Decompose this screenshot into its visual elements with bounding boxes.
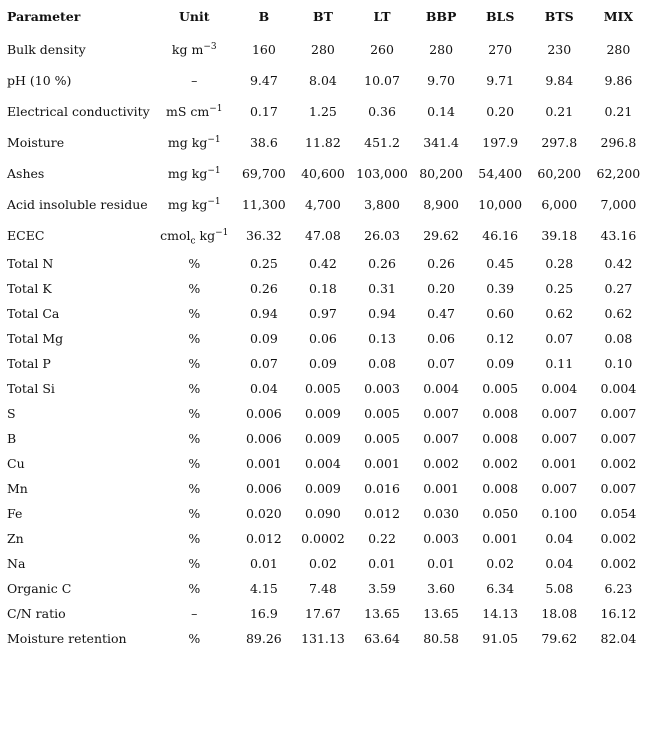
- value-cell: 0.31: [368, 280, 396, 296]
- unit-cell: [154, 251, 234, 276]
- value-cell: 5.08: [545, 580, 574, 596]
- value-cell: 9.84: [545, 72, 574, 88]
- parameter-cell: C/N ratio: [7, 605, 66, 621]
- unit-base: %: [188, 530, 201, 546]
- value-cell: 0.01: [249, 555, 278, 571]
- value-cell: 91.05: [482, 630, 519, 646]
- unit-base: %: [188, 355, 201, 371]
- value-cell: 0.001: [423, 480, 459, 496]
- parameter-cell: Na: [7, 555, 26, 571]
- value-cell: 0.007: [423, 405, 459, 421]
- value-cell: 0.12: [486, 330, 515, 346]
- value-cell: 62,200: [596, 165, 641, 181]
- table-row: [4, 189, 648, 220]
- value-cell: 0.002: [600, 555, 637, 571]
- value-cell: 80,200: [419, 165, 463, 181]
- value-cell: 0.008: [482, 480, 519, 496]
- value-cell: 131.13: [301, 630, 345, 646]
- value-cell: 1.25: [309, 103, 337, 119]
- value-cell: 0.09: [249, 330, 278, 346]
- value-cell: 0.020: [245, 505, 282, 521]
- value-cell: 0.08: [368, 355, 396, 371]
- table-row: [4, 276, 648, 301]
- column-header-sample: BTS: [544, 9, 574, 24]
- value-cell: 0.005: [482, 380, 519, 396]
- value-cell: 0.04: [545, 555, 574, 571]
- value-cell: 296.8: [600, 134, 637, 150]
- value-cell: 0.002: [423, 455, 459, 471]
- value-cell: 0.94: [368, 305, 396, 321]
- value-cell: 0.090: [305, 505, 341, 521]
- value-cell: 13.65: [364, 605, 400, 621]
- table-body: [4, 34, 648, 651]
- value-cell: 103,000: [356, 165, 408, 181]
- unit-cell: [154, 220, 234, 251]
- parameter-cell: ECEC: [7, 227, 45, 243]
- value-cell: 8,900: [423, 196, 459, 212]
- value-cell: 69,700: [241, 165, 286, 181]
- unit-base: –: [191, 72, 198, 88]
- value-cell: 4,700: [305, 196, 341, 212]
- table-row: [4, 34, 648, 65]
- value-cell: 0.007: [423, 430, 459, 446]
- value-cell: 0.04: [249, 380, 278, 396]
- value-cell: 6,000: [541, 196, 578, 212]
- value-cell: 40,600: [301, 165, 345, 181]
- parameter-cell: Zn: [7, 530, 24, 546]
- column-header-sample: BBP: [425, 9, 457, 24]
- unit-base: %: [188, 455, 201, 471]
- value-cell: 43.16: [600, 227, 637, 243]
- value-cell: 0.007: [541, 480, 578, 496]
- unit-cell: [154, 601, 234, 626]
- parameter-cell: Total Si: [7, 380, 55, 396]
- value-cell: 0.60: [486, 305, 515, 321]
- table-row: [4, 451, 648, 476]
- column-header-unit: Unit: [179, 9, 210, 24]
- value-cell: 0.07: [249, 355, 278, 371]
- value-cell: 0.02: [486, 555, 515, 571]
- value-cell: 0.26: [249, 280, 278, 296]
- value-cell: 0.26: [368, 255, 396, 271]
- parameter-cell: Acid insoluble residue: [7, 196, 148, 212]
- value-cell: 0.012: [364, 505, 400, 521]
- value-cell: 0.004: [541, 380, 578, 396]
- unit-base: %: [188, 580, 201, 596]
- table-row: [4, 251, 648, 276]
- value-cell: 0.004: [423, 380, 459, 396]
- parameter-cell: Ashes: [7, 165, 45, 181]
- unit-cell: [154, 276, 234, 301]
- value-cell: 0.17: [249, 103, 278, 119]
- value-cell: 0.20: [486, 103, 515, 119]
- value-cell: 80.58: [423, 630, 459, 646]
- value-cell: 0.012: [245, 530, 282, 546]
- value-cell: 0.004: [305, 455, 341, 471]
- unit-base: mS cm: [166, 103, 210, 119]
- unit-cell: [154, 189, 234, 220]
- value-cell: 0.030: [423, 505, 459, 521]
- value-cell: 0.100: [541, 505, 578, 521]
- table-header: [4, 0, 648, 34]
- value-cell: 60,200: [537, 165, 582, 181]
- unit-sub: c: [190, 236, 196, 246]
- table-row: [4, 401, 648, 426]
- value-cell: 0.002: [482, 455, 519, 471]
- value-cell: 0.003: [364, 380, 400, 396]
- unit-sup: −1: [207, 165, 221, 176]
- unit-cell: [154, 426, 234, 451]
- value-cell: 0.009: [305, 480, 341, 496]
- table-row: [4, 426, 648, 451]
- table-row: [4, 351, 648, 376]
- value-cell: 160: [251, 41, 276, 57]
- value-cell: 0.39: [486, 280, 515, 296]
- value-cell: 0.36: [368, 103, 396, 119]
- value-cell: 0.004: [600, 380, 637, 396]
- value-cell: 0.21: [604, 103, 633, 119]
- value-cell: 0.050: [482, 505, 519, 521]
- value-cell: 7.48: [309, 580, 337, 596]
- value-cell: 0.06: [309, 330, 337, 346]
- value-cell: 0.006: [245, 480, 282, 496]
- value-cell: 79.62: [541, 630, 578, 646]
- unit-cell: [154, 526, 234, 551]
- parameter-cell: Total K: [7, 280, 52, 296]
- unit-cell: [154, 65, 234, 96]
- unit-base: %: [188, 430, 201, 446]
- unit-cell: [154, 476, 234, 501]
- value-cell: 3.59: [368, 580, 396, 596]
- unit-base: %: [188, 630, 201, 646]
- unit-cell: [154, 376, 234, 401]
- table-row: [4, 626, 648, 651]
- value-cell: 197.9: [482, 134, 519, 150]
- value-cell: 7,000: [600, 196, 637, 212]
- value-cell: 4.15: [249, 580, 278, 596]
- value-cell: 0.97: [309, 305, 337, 321]
- table-row: [4, 526, 648, 551]
- unit-base: %: [188, 380, 201, 396]
- unit-cell: [154, 301, 234, 326]
- table-row: [4, 127, 648, 158]
- value-cell: 0.22: [368, 530, 396, 546]
- value-cell: 14.13: [482, 605, 519, 621]
- value-cell: 0.09: [309, 355, 337, 371]
- value-cell: 0.42: [309, 255, 337, 271]
- table-row: [4, 301, 648, 326]
- parameter-cell: Moisture: [7, 134, 65, 150]
- parameter-cell: Total P: [7, 355, 51, 371]
- unit-base: %: [188, 280, 201, 296]
- value-cell: 0.04: [545, 530, 574, 546]
- parameter-cell: Moisture retention: [7, 630, 127, 646]
- unit-base: –: [191, 605, 198, 621]
- value-cell: 260: [370, 41, 394, 57]
- unit-cell: [154, 127, 234, 158]
- value-cell: 11,300: [241, 196, 286, 212]
- unit-cell: [154, 551, 234, 576]
- value-cell: 46.16: [482, 227, 519, 243]
- parameter-cell: Organic C: [7, 580, 72, 596]
- value-cell: 6.23: [604, 580, 633, 596]
- value-cell: 9.71: [486, 72, 515, 88]
- value-cell: 0.28: [545, 255, 574, 271]
- value-cell: 230: [547, 41, 572, 57]
- value-cell: 0.008: [482, 430, 519, 446]
- unit-base: mg kg: [167, 165, 208, 181]
- value-cell: 0.47: [427, 305, 456, 321]
- table-row: [4, 158, 648, 189]
- column-header-sample: BT: [313, 9, 333, 24]
- value-cell: 0.007: [600, 480, 637, 496]
- value-cell: 0.005: [364, 430, 400, 446]
- parameter-cell: B: [7, 430, 17, 446]
- unit-cell: [154, 626, 234, 651]
- value-cell: 9.47: [249, 72, 278, 88]
- unit-sup: −1: [207, 134, 221, 145]
- value-cell: 0.13: [368, 330, 396, 346]
- value-cell: 16.12: [600, 605, 637, 621]
- parameters-table: [4, 0, 648, 651]
- value-cell: 0.006: [245, 405, 282, 421]
- unit-cell: [154, 401, 234, 426]
- column-header-sample: B: [258, 9, 270, 24]
- value-cell: 0.06: [427, 330, 456, 346]
- value-cell: 0.18: [309, 280, 337, 296]
- parameter-cell: pH (10 %): [7, 72, 72, 88]
- value-cell: 0.007: [541, 405, 578, 421]
- value-cell: 0.27: [604, 280, 633, 296]
- value-cell: 0.62: [604, 305, 633, 321]
- value-cell: 280: [606, 41, 631, 57]
- unit-cell: [154, 576, 234, 601]
- value-cell: 0.001: [364, 455, 400, 471]
- value-cell: 36.32: [245, 227, 282, 243]
- unit-base: kg m: [171, 41, 204, 57]
- value-cell: 0.054: [600, 505, 637, 521]
- unit-sup: −1: [207, 196, 221, 207]
- unit-cell: [154, 158, 234, 189]
- value-cell: 0.01: [368, 555, 396, 571]
- table-row: [4, 376, 648, 401]
- unit-base: %: [188, 305, 201, 321]
- value-cell: 341.4: [423, 134, 459, 150]
- value-cell: 0.25: [249, 255, 278, 271]
- value-cell: 0.07: [427, 355, 456, 371]
- unit-cell: [154, 501, 234, 526]
- unit-cell: [154, 326, 234, 351]
- value-cell: 0.001: [482, 530, 519, 546]
- unit-base: %: [188, 505, 201, 521]
- value-cell: 0.002: [600, 455, 637, 471]
- column-header-sample: MIX: [603, 9, 634, 24]
- value-cell: 0.94: [249, 305, 278, 321]
- value-cell: 0.08: [604, 330, 633, 346]
- unit-base: %: [188, 555, 201, 571]
- table-row: [4, 551, 648, 576]
- value-cell: 0.005: [364, 405, 400, 421]
- value-cell: 0.0002: [301, 530, 345, 546]
- value-cell: 0.07: [545, 330, 574, 346]
- parameter-cell: Total N: [7, 255, 54, 271]
- unit-cell: [154, 351, 234, 376]
- parameter-cell: Fe: [7, 505, 23, 521]
- parameter-cell: Bulk density: [7, 41, 86, 57]
- parameter-cell: Total Ca: [7, 305, 60, 321]
- unit-base: mg kg: [167, 196, 208, 212]
- value-cell: 89.26: [245, 630, 282, 646]
- value-cell: 0.016: [364, 480, 400, 496]
- unit-base: %: [188, 330, 201, 346]
- value-cell: 39.18: [541, 227, 578, 243]
- value-cell: 54,400: [478, 165, 523, 181]
- value-cell: 0.26: [427, 255, 456, 271]
- value-cell: 0.21: [545, 103, 574, 119]
- value-cell: 9.70: [427, 72, 456, 88]
- parameter-cell: Total Mg: [7, 330, 64, 346]
- unit-cell: [154, 451, 234, 476]
- value-cell: 0.001: [541, 455, 578, 471]
- value-cell: 280: [311, 41, 335, 57]
- value-cell: 0.10: [604, 355, 633, 371]
- unit-sup: −1: [215, 227, 229, 238]
- value-cell: 270: [488, 41, 513, 57]
- value-cell: 29.62: [423, 227, 459, 243]
- value-cell: 0.14: [427, 103, 456, 119]
- parameter-cell: S: [7, 405, 16, 421]
- value-cell: 0.001: [245, 455, 282, 471]
- unit-rest: kg: [195, 227, 216, 243]
- value-cell: 82.04: [600, 630, 637, 646]
- value-cell: 0.11: [545, 355, 574, 371]
- value-cell: 0.007: [600, 430, 637, 446]
- value-cell: 0.007: [541, 430, 578, 446]
- value-cell: 10.07: [364, 72, 400, 88]
- column-header-parameter: Parameter: [7, 9, 81, 24]
- value-cell: 0.01: [427, 555, 456, 571]
- table-row: [4, 326, 648, 351]
- value-cell: 47.08: [305, 227, 341, 243]
- parameter-cell: Cu: [7, 455, 25, 471]
- value-cell: 451.2: [364, 134, 400, 150]
- table-row: [4, 576, 648, 601]
- value-cell: 18.08: [541, 605, 578, 621]
- value-cell: 0.62: [545, 305, 574, 321]
- value-cell: 0.42: [604, 255, 633, 271]
- unit-cell: [154, 34, 234, 65]
- table-row: [4, 601, 648, 626]
- value-cell: 0.009: [305, 405, 341, 421]
- parameter-cell: Mn: [7, 480, 28, 496]
- value-cell: 11.82: [305, 134, 341, 150]
- unit-base: %: [188, 405, 201, 421]
- value-cell: 17.67: [305, 605, 341, 621]
- table-row: [4, 501, 648, 526]
- parameter-cell: Electrical conductivity: [7, 103, 150, 119]
- unit-cell: [154, 96, 234, 127]
- table-row: [4, 65, 648, 96]
- unit-base: mg kg: [167, 134, 208, 150]
- unit-sup: −1: [209, 103, 223, 114]
- value-cell: 26.03: [364, 227, 400, 243]
- value-cell: 16.9: [249, 605, 278, 621]
- data-table-container: [4, 0, 648, 651]
- value-cell: 0.02: [309, 555, 337, 571]
- value-cell: 10,000: [478, 196, 523, 212]
- value-cell: 0.008: [482, 405, 519, 421]
- value-cell: 9.86: [604, 72, 633, 88]
- header-row: [4, 0, 648, 34]
- table-row: [4, 476, 648, 501]
- value-cell: 0.09: [486, 355, 515, 371]
- value-cell: 63.64: [364, 630, 400, 646]
- value-cell: 0.009: [305, 430, 341, 446]
- value-cell: 0.20: [427, 280, 456, 296]
- unit-base: cmol: [160, 227, 191, 243]
- column-header-sample: BLS: [485, 9, 515, 24]
- value-cell: 13.65: [423, 605, 459, 621]
- value-cell: 8.04: [309, 72, 337, 88]
- value-cell: 3,800: [364, 196, 400, 212]
- value-cell: 297.8: [541, 134, 578, 150]
- value-cell: 0.002: [600, 530, 637, 546]
- unit-base: %: [188, 480, 201, 496]
- table-row: [4, 96, 648, 127]
- column-header-sample: LT: [373, 9, 391, 24]
- value-cell: 280: [429, 41, 454, 57]
- value-cell: 38.6: [249, 134, 278, 150]
- value-cell: 0.007: [600, 405, 637, 421]
- value-cell: 0.003: [423, 530, 459, 546]
- unit-base: %: [188, 255, 201, 271]
- value-cell: 3.60: [427, 580, 456, 596]
- value-cell: 0.45: [486, 255, 515, 271]
- value-cell: 0.005: [305, 380, 341, 396]
- value-cell: 0.25: [545, 280, 574, 296]
- table-row: [4, 220, 648, 251]
- value-cell: 0.006: [245, 430, 282, 446]
- unit-sup: −3: [203, 41, 217, 52]
- value-cell: 6.34: [486, 580, 515, 596]
